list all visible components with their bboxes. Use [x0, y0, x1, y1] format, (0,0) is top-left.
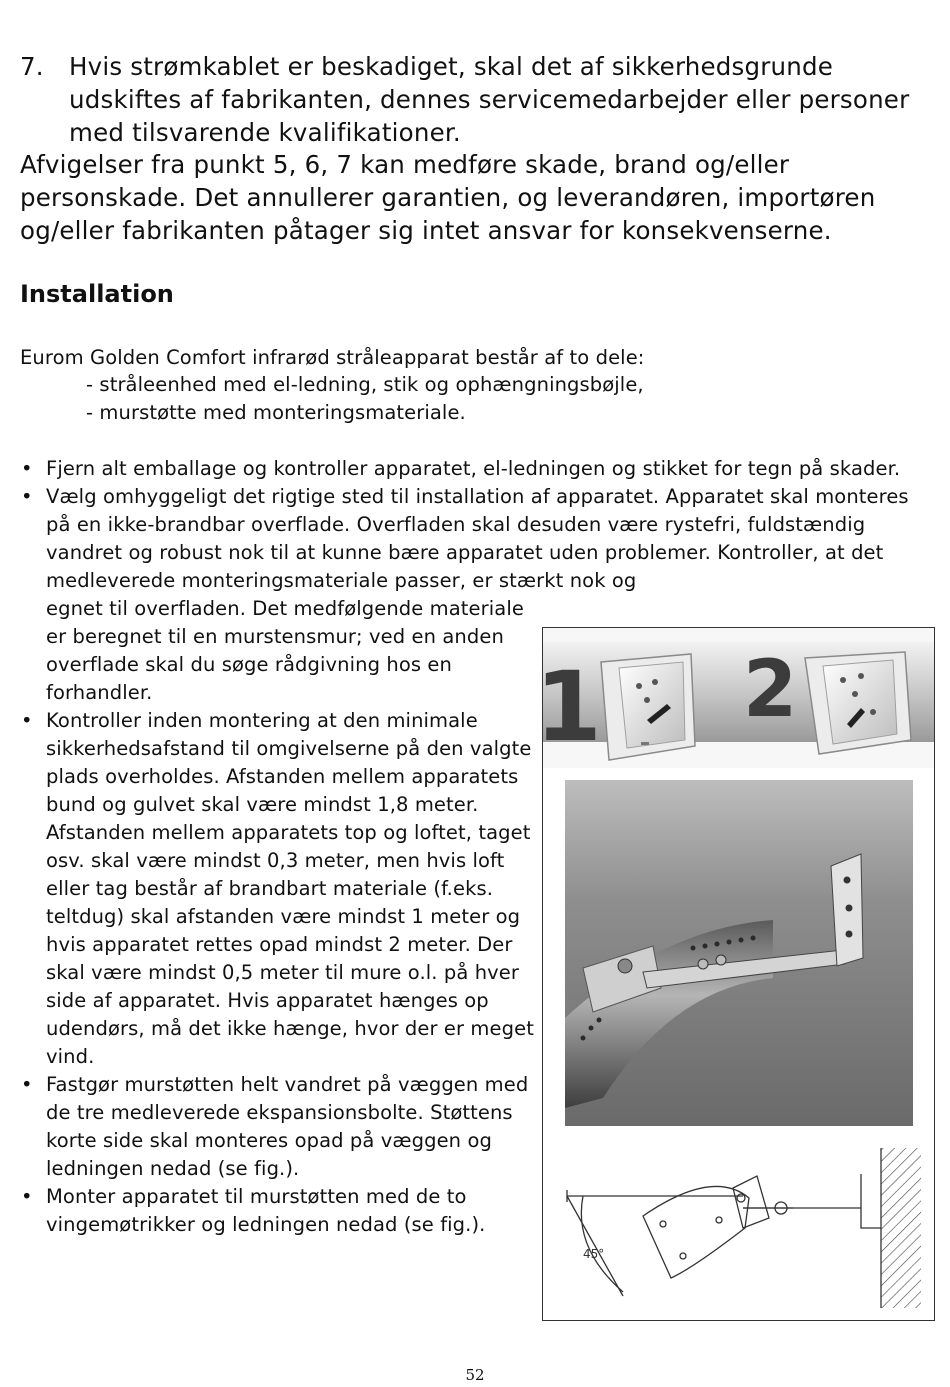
bullet-text: Monter apparatet til murstøtten med de to vingemøtrikker og ledningen nedad (se fig.). — [46, 1185, 486, 1236]
section-heading: Installation — [20, 280, 174, 308]
bullet-dot: • — [21, 457, 33, 480]
bullet-text: egnet til overfladen. Det medfølgende materiale er beregnet til en murstensmur; ved en anden overflade skal du søge rådgivning hos en forhandler. — [46, 597, 524, 704]
bullet-dot: • — [21, 1073, 33, 1096]
part-item: - stråleenhed med el-ledning, stik og ophængningsbøjle, — [86, 373, 644, 396]
item-text: Hvis strømkablet er beskadiget, skal det af sikkerhedsgrunde udskiftes af fabrikanten, dennes servicemedarbejder eller personer med tilsvarende kvalifikationer. — [69, 52, 910, 147]
step2-wall-plate — [805, 652, 911, 754]
mounting-steps-panel — [535, 628, 934, 768]
list-item-7 — [20, 50, 930, 149]
bullet-dot: • — [21, 1185, 33, 1208]
step-number-1: 1 — [535, 651, 602, 763]
bullet-dot: • — [21, 485, 33, 508]
warning-paragraph: Afvigelser fra punkt 5, 6, 7 kan medføre skade, brand og/eller personskade. Det annullerer garantien, og leverandøren, importøren og/eller fabrikanten påtager sig intet ansvar for konsekvenserne. — [20, 150, 876, 245]
bullet-item — [20, 455, 920, 483]
step-number-2: 2 — [743, 645, 798, 735]
bullet-text: Fjern alt emballage og kontroller apparatet, el-ledningen og stikket for tegn på skader. — [46, 457, 901, 480]
bullet-dot: • — [21, 709, 33, 732]
bullet-text: Fastgør murstøtten helt vandret på væggen med de tre medleverede ekspansionsbolte. Støttens korte side skal monteres opad på væggen og ledningen nedad (se fig.). — [46, 1073, 529, 1180]
page-number: 52 — [465, 1366, 485, 1384]
step1-wall-plate — [601, 654, 695, 760]
angle-label: 45° — [583, 1247, 605, 1261]
installation-figure — [535, 627, 935, 1321]
installation-figure-svg — [535, 628, 934, 1320]
bracket-photo — [565, 780, 913, 1126]
angle-diagram — [567, 1148, 921, 1308]
bullet-text: Kontroller inden montering at den minimale sikkerhedsafstand til omgivelserne på den valgte plads overholdes. Afstanden mellem apparatets bund og gulvet skal være mindst 1,8 meter. Afstanden mellem apparatets top og loftet, taget osv. skal være mindst 0,3 meter, men hvis loft eller tag består af brandbart materiale (f.eks. teltdug) skal afstanden være mindst 1 meter og hvis apparatet rettes opad mindst 2 meter. Der skal være mindst 0,5 meter til mure o.l. på hver side af apparatet. Hvis apparatet hænges op udendørs, må det ikke hænge, hvor der er meget vind. — [46, 709, 534, 1068]
bullet-text: Vælg omhyggeligt det rigtige sted til installation af apparatet. Apparatet skal monteres på en ikke-brandbar overflade. Overfladen skal desuden være rystefri, fuldstændig vandret og robust nok til at kunne bære apparatet uden problemer. Kontroller, at det medleverede monteringsmateriale passer, er stærkt nok og — [46, 485, 909, 592]
intro-text: Eurom Golden Comfort infrarød stråleapparat består af to dele: — [20, 346, 645, 369]
item-number: 7. — [20, 52, 44, 81]
part-item: - murstøtte med monteringsmateriale. — [86, 401, 466, 424]
